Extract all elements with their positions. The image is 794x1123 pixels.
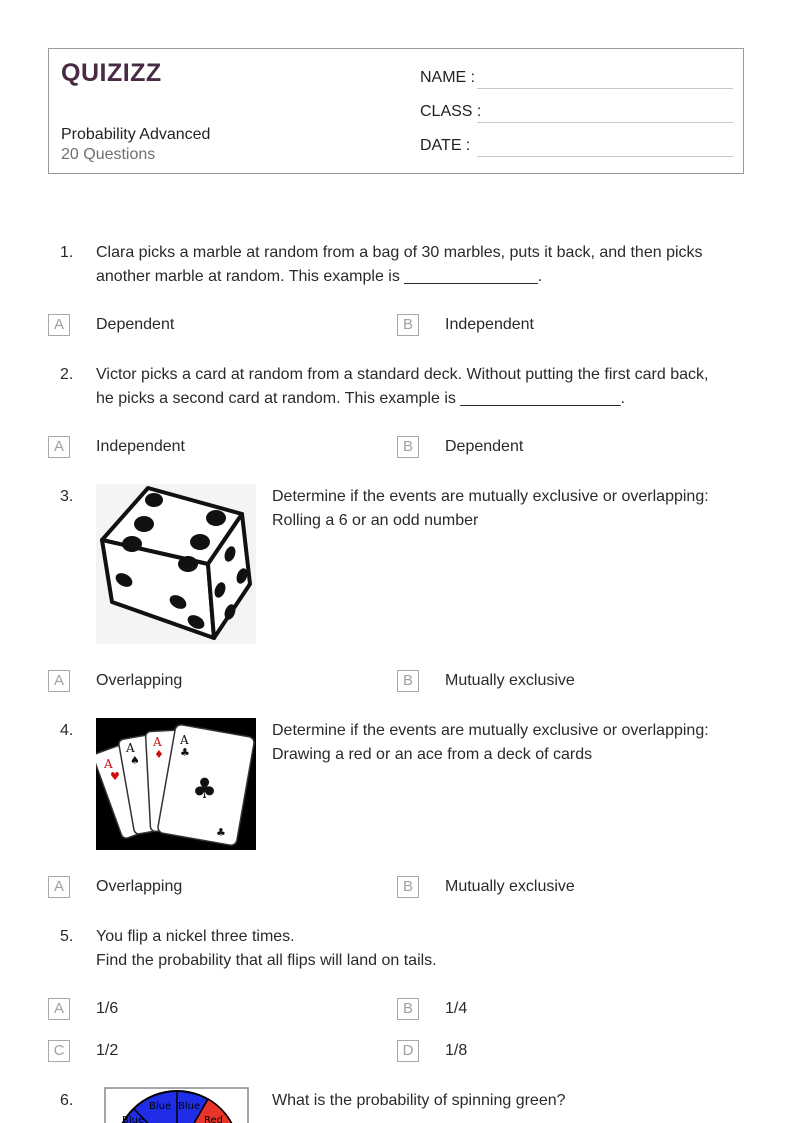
q4-option-a-box[interactable]: A	[48, 876, 70, 898]
svg-text:♠: ♠	[130, 754, 140, 767]
date-label: DATE :	[420, 137, 471, 154]
q5-option-c-box[interactable]: C	[48, 1040, 70, 1062]
svg-text:♣: ♣	[180, 746, 190, 759]
playing-cards-image	[96, 718, 256, 850]
question-6-text	[272, 1089, 742, 1113]
svg-text:♥: ♥	[110, 770, 120, 783]
question-4-text	[272, 719, 742, 767]
q1-option-b-box[interactable]: B	[397, 314, 419, 336]
dice-image	[96, 484, 256, 644]
q4-option-a-text[interactable]: Overlapping	[96, 878, 183, 895]
question-6-number: 6.	[60, 1092, 74, 1109]
question-3-text	[272, 485, 742, 533]
question-1-text	[96, 241, 746, 289]
card-2-rank: A	[126, 741, 135, 755]
question-count: 20 Questions	[61, 146, 156, 163]
q1-option-a-box[interactable]: A	[48, 314, 70, 336]
q2-option-b-text[interactable]: Dependent	[445, 438, 524, 455]
q5-option-a-text[interactable]: 1/6	[96, 1000, 119, 1017]
question-5-text	[96, 925, 746, 973]
question-1-line-2: another marble at random. This example is _______________.	[96, 268, 543, 285]
q1-option-a-text[interactable]: Dependent	[96, 316, 175, 333]
spinner-label-3: Blue	[122, 1115, 145, 1123]
q3-option-a-text[interactable]: Overlapping	[96, 672, 183, 689]
question-1-line-1: Clara picks a marble at random from a bag of 30 marbles, puts it back, and then picks	[96, 244, 703, 261]
question-3-line-2: Rolling a 6 or an odd number	[272, 512, 479, 529]
name-label: NAME :	[420, 69, 476, 86]
question-4-line-2: Drawing a red or an ace from a deck of cards	[272, 746, 593, 763]
q3-option-b-box[interactable]: B	[397, 670, 419, 692]
class-line[interactable]	[477, 122, 733, 123]
name-line[interactable]	[477, 88, 733, 89]
worksheet-title: Probability Advanced	[61, 126, 211, 143]
question-4-number: 4.	[60, 722, 74, 739]
svg-text:♦: ♦	[154, 748, 164, 761]
q2-option-b-box[interactable]: B	[397, 436, 419, 458]
question-5-line-1: You flip a nickel three times.	[96, 928, 295, 945]
q5-option-b-text[interactable]: 1/4	[445, 1000, 468, 1017]
card-4-rank: A	[180, 733, 189, 747]
q4-option-b-text[interactable]: Mutually exclusive	[445, 878, 575, 895]
q4-option-b-box[interactable]: B	[397, 876, 419, 898]
question-5-line-2: Find the probability that all flips will land on tails.	[96, 952, 437, 969]
q5-option-d-text[interactable]: 1/8	[445, 1042, 468, 1059]
spinner-label-4: Red	[204, 1115, 223, 1123]
card-1-rank: A	[104, 757, 113, 771]
spinner-label-2: Blue	[178, 1101, 201, 1112]
question-3-line-1: Determine if the events are mutually exclusive or overlapping:	[272, 488, 709, 505]
spinner-label-1: Blue	[149, 1101, 172, 1112]
question-5-number: 5.	[60, 928, 74, 945]
q5-option-c-text[interactable]: 1/2	[96, 1042, 119, 1059]
class-field[interactable]	[420, 101, 733, 123]
svg-text:♣: ♣	[192, 772, 218, 805]
class-label: CLASS :	[420, 103, 482, 120]
q3-option-a-box[interactable]: A	[48, 670, 70, 692]
q2-option-a-text[interactable]: Independent	[96, 438, 185, 455]
question-2-line-1: Victor picks a card at random from a standard deck. Without putting the first card back,	[96, 366, 709, 383]
quizizz-logo: QUIZIZZ	[61, 59, 162, 87]
worksheet-header	[48, 48, 744, 174]
question-4-line-1: Determine if the events are mutually exclusive or overlapping:	[272, 722, 709, 739]
svg-text:♣: ♣	[216, 826, 226, 839]
question-6-line-1: What is the probability of spinning green?	[272, 1092, 566, 1109]
question-2-text	[96, 363, 746, 411]
spinner-image	[104, 1087, 250, 1123]
q5-option-d-box[interactable]: D	[397, 1040, 419, 1062]
q1-option-b-text[interactable]: Independent	[445, 316, 534, 333]
card-3-rank: A	[153, 735, 162, 749]
question-2-number: 2.	[60, 366, 74, 383]
q3-option-b-text[interactable]: Mutually exclusive	[445, 672, 575, 689]
date-field[interactable]	[420, 135, 733, 157]
name-field[interactable]	[420, 67, 733, 89]
date-line[interactable]	[477, 156, 733, 157]
q5-option-b-box[interactable]: B	[397, 998, 419, 1020]
q5-option-a-box[interactable]: A	[48, 998, 70, 1020]
question-2-line-2: he picks a second card at random. This example is __________________.	[96, 390, 625, 407]
q2-option-a-box[interactable]: A	[48, 436, 70, 458]
question-3-number: 3.	[60, 488, 74, 505]
question-1-number: 1.	[60, 244, 74, 261]
